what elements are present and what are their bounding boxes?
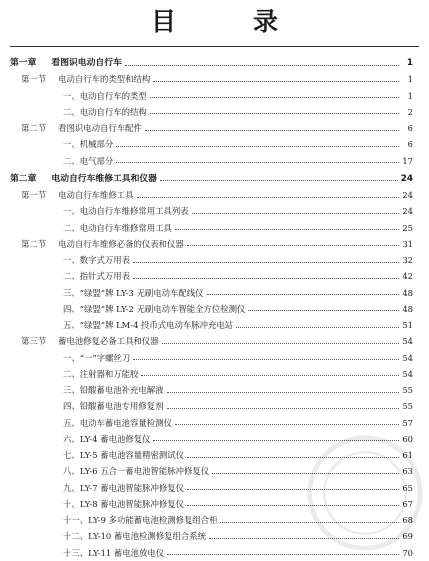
section-number: 第三节: [21, 336, 47, 347]
title-divider: [10, 46, 419, 47]
toc-entry-sub: [0, 203, 429, 219]
toc-entry-title: 十三、LY-11 蓄电池放电仪: [63, 547, 165, 558]
page-number: 54: [402, 336, 413, 347]
toc-entry-chapter: [0, 171, 429, 187]
toc-entry-sub: [0, 366, 429, 382]
chapter-number: 第一章: [10, 58, 37, 68]
dot-leader: [248, 310, 399, 311]
dot-leader: [133, 278, 399, 279]
toc-entry-section: [0, 333, 429, 349]
dot-leader: [167, 408, 400, 409]
page-number: 6: [407, 123, 413, 133]
page-number: 57: [402, 417, 413, 428]
watermark-seal-icon: [305, 433, 425, 553]
toc-entry-chapter: [0, 55, 429, 71]
toc-entry-title: 一、电动自行车维修常用工具列表: [63, 206, 189, 217]
chapter-number: 第二章: [10, 173, 37, 184]
toc-entry-title: 二、电气部分: [63, 155, 114, 166]
page-number: 68: [402, 515, 413, 525]
toc-entry-title: 四、铅酸蓄电池专用修复剂: [63, 401, 164, 412]
dot-leader: [116, 146, 399, 147]
toc-entry-sub: [0, 220, 429, 236]
toc-entry-sub: [0, 268, 429, 284]
toc-entry-title: 九、LY-7 蓄电池智能脉冲修复仪: [63, 482, 184, 493]
toc-entry-section: [0, 120, 429, 136]
page-number: 6: [407, 139, 413, 150]
toc-entry-title: 三、“绿盟”牌 LY-3 无刷电动车配线仪: [63, 287, 204, 298]
toc-entry-title: 五、电动车蓄电池容量检测仪: [63, 417, 172, 428]
dot-leader: [125, 65, 399, 66]
toc-entry-title: 四、“绿盟”牌 LY-2 无刷电动车智能全方位检测仪: [63, 303, 246, 314]
dot-leader: [141, 375, 399, 376]
toc-entry-sub: [0, 317, 429, 333]
toc-entry-sub: [0, 136, 429, 152]
toc-entry-title: 电动自行车维修工具和仪器: [51, 173, 157, 184]
dot-leader: [133, 262, 399, 263]
section-number: 第一节: [21, 74, 47, 85]
toc-entry-title: 电动自行车的类型和结构: [58, 74, 151, 85]
section-number: 第二节: [21, 238, 47, 249]
toc-entry-title: 十二、LY-10 蓄电池检测修复组合系统: [63, 531, 207, 542]
toc-entry-section: [0, 187, 429, 203]
page-title: 目 录: [150, 7, 304, 36]
toc-entry-title: 一、“一”字螺丝刀: [63, 352, 131, 363]
toc-entry-title: 蓄电池修复必备工具和仪器: [58, 336, 159, 347]
toc-entry-title: 七、LY-5 蓄电池容量精密测试仪: [63, 450, 184, 460]
page-number: 1: [407, 90, 413, 101]
toc-entry-sub: [0, 382, 429, 398]
dot-leader: [236, 327, 399, 328]
page-number: 51: [402, 320, 413, 330]
toc-entry-sub: [0, 301, 429, 317]
toc-entry-title: 十一、LY-9 多功能蓄电池检测修复组合柜: [63, 515, 218, 525]
section-number: 第二节: [21, 123, 47, 133]
page-number: 69: [402, 531, 413, 542]
toc-entry-title: 二、注射器和万能胶: [63, 368, 139, 379]
toc-entry-sub: [0, 104, 429, 120]
toc-entry-sub: [0, 88, 429, 104]
toc-entry-title: 二、电动自行车维修常用工具: [63, 222, 172, 233]
toc-entry-title: 十、LY-8 蓄电池智能脉冲修复仪: [63, 498, 184, 509]
page-number: 54: [402, 368, 413, 379]
toc-entry-sub: [0, 252, 429, 268]
section-number: 第一节: [21, 190, 47, 200]
toc-entry-title: 一、机械部分: [63, 139, 114, 150]
toc-entry-title: 一、电动自行车的类型: [63, 90, 147, 101]
page-number: 67: [402, 498, 413, 509]
dot-leader: [192, 213, 399, 214]
page-number: 24: [402, 206, 413, 217]
dot-leader: [175, 424, 399, 425]
page-number: 55: [402, 401, 413, 412]
dot-leader: [162, 343, 399, 344]
toc-entry-sub: [0, 350, 429, 366]
page-number: 65: [402, 482, 413, 493]
dot-leader: [160, 180, 398, 181]
dot-leader: [137, 197, 400, 198]
toc-entry-title: 一、数字式万用表: [63, 255, 130, 265]
dot-leader: [153, 81, 399, 82]
page-number: 24: [400, 173, 413, 184]
page-number: 42: [402, 271, 413, 282]
page-number: 63: [402, 466, 413, 477]
toc-entry-sub: [0, 398, 429, 414]
dot-leader: [187, 245, 399, 246]
dot-leader: [167, 392, 400, 393]
dot-leader: [207, 294, 399, 295]
dot-leader: [150, 97, 399, 98]
dot-leader: [150, 113, 399, 114]
page-number: 24: [402, 190, 413, 200]
page-number: 1: [407, 74, 413, 85]
page-number: 17: [402, 155, 413, 166]
toc-entry-title: 二、指针式万用表: [63, 271, 130, 282]
toc-entry-section: [0, 236, 429, 252]
dot-leader: [167, 554, 399, 555]
toc-entry-section: [0, 71, 429, 87]
page-number: 48: [402, 287, 413, 298]
toc-entry-title: 看图识电动自行车: [51, 58, 122, 68]
page-number: 61: [402, 450, 413, 460]
page-number: 2: [407, 106, 413, 117]
toc-entry-sub: [0, 285, 429, 301]
toc-entry-title: 电动自行车维修必备的仪表和仪器: [58, 238, 184, 249]
dot-leader: [145, 130, 399, 131]
toc-entry-sub: [0, 153, 429, 169]
dot-leader: [175, 229, 399, 230]
dot-leader: [133, 359, 399, 360]
page-number: 31: [402, 238, 413, 249]
page-number: 54: [402, 352, 413, 363]
page-number: 32: [402, 255, 413, 265]
dot-leader: [116, 162, 399, 163]
page-number: 70: [402, 547, 413, 558]
page-number: 48: [402, 303, 413, 314]
toc-entry-title: 八、LY-6 五合一蓄电池智能脉冲修复仪: [63, 466, 210, 477]
toc-entry-title: 二、电动自行车的结构: [63, 106, 147, 117]
page-number: 1: [406, 58, 413, 68]
toc-entry-title: 电动自行车维修工具: [58, 190, 134, 200]
toc-entry-title: 六、LY-4 蓄电池修复仪: [63, 433, 151, 444]
toc-entry-title: 五、“绿盟”牌 LM-4 投币式电动车脉冲充电站: [63, 320, 234, 330]
toc-entry-title: 看图识电动自行车配件: [58, 123, 142, 133]
page-number: 25: [402, 222, 413, 233]
toc-entry-sub: [0, 415, 429, 431]
page-number: 55: [402, 385, 413, 395]
toc-entry-title: 三、铅酸蓄电池补充电解液: [63, 385, 164, 395]
page-number: 60: [402, 433, 413, 444]
